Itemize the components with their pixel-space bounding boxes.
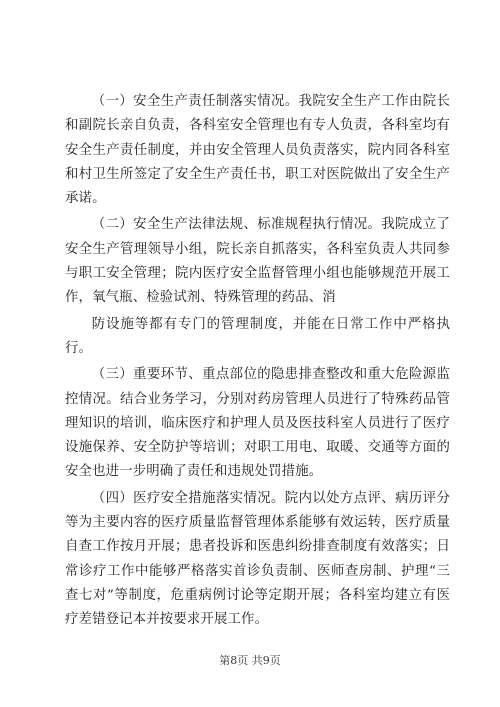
paragraph-fire-facilities: 防设施等都有专门的管理制度，并能在日常工作中严格执行。	[65, 316, 450, 356]
paragraph-laws-regulations: （二）安全生产法律法规、标准规程执行情况。我院成立了安全生产管理领导小组，院长亲自抓落实，各科室负责人共同参与职工安全管理；院内医疗安全监督管理小组也能够规范开展工作，氧气瓶、检验试剂、特殊管理的药品、消	[65, 217, 450, 306]
document-body	[65, 90, 450, 635]
paragraph-responsibility-system: （一）安全生产责任制落实情况。我院安全生产工作由院长和副院长亲自负责，各科室安全管理也有专人负责，各科室均有安全生产责任制度，并由安全管理人员负责落实，院内同各科室和村卫生所签定了安全生产责任书，职工对医院做出了安全生产承诺。	[65, 94, 450, 207]
page-footer: 第8页 共9页	[219, 654, 281, 667]
paragraph-hazard-inspection: （三）重要环节、重点部位的隐患排查整改和重大危险源监控情况。结合业务学习，分别对药房管理人员进行了特殊药品管理知识的培训，临床医疗和护理人员及医技科室人员进行了医疗设施保养、安全防护等培训；对职工用电、取暖、交通等方面的安全也进一步明确了责任和违规处罚措施。	[65, 367, 450, 480]
paragraph-medical-safety: （四）医疗安全措施落实情况。院内以处方点评、病历评分等为主要内容的医疗质量监督管理体系能够有效运转，医疗质量自查工作按月开展；患者投诉和医患纠纷排查制度有效落实；日常诊疗工作中能够严格落实首诊负责制、医师查房制、护理“三查七对”等制度，危重病例讨论等定期开展；各科室均建立有医疗差错登记本并按要求开展工作。	[65, 490, 450, 628]
